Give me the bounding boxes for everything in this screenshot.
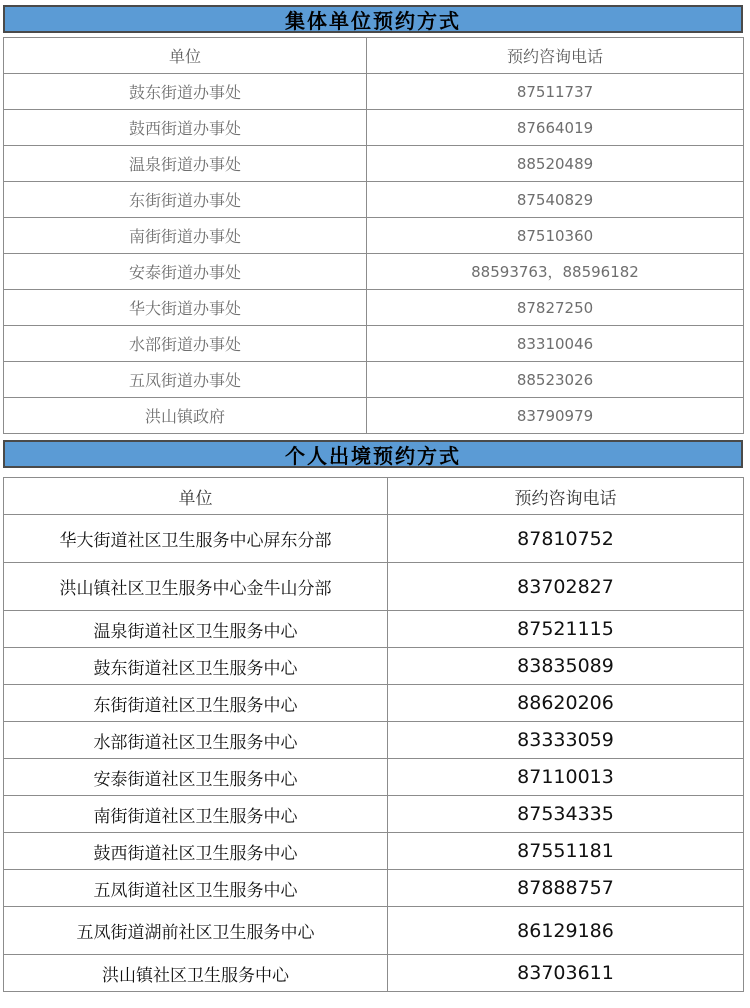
phone-number-cell: 83703611	[388, 955, 744, 992]
table-row	[4, 685, 744, 722]
phone-number-cell: 87511737	[367, 74, 744, 110]
table-row	[4, 182, 744, 218]
column-header-phone: 预约咨询电话	[388, 478, 744, 515]
table-row	[4, 362, 744, 398]
phone-number-cell: 83310046	[367, 326, 744, 362]
unit-name-cell: 华大街道社区卫生服务中心屏东分部	[4, 515, 388, 563]
personal-appointment-table	[3, 477, 744, 992]
unit-name-cell: 东街街道办事处	[4, 182, 367, 218]
phone-number-cell: 86129186	[388, 907, 744, 955]
phone-number-cell: 83702827	[388, 563, 744, 611]
phone-number-cell: 87510360	[367, 218, 744, 254]
table-row	[4, 648, 744, 685]
unit-name-cell: 鼓西街道社区卫生服务中心	[4, 833, 388, 870]
unit-name-cell: 水部街道办事处	[4, 326, 367, 362]
table-row	[4, 74, 744, 110]
table-row	[4, 146, 744, 182]
unit-name-cell: 安泰街道办事处	[4, 254, 367, 290]
unit-name-cell: 东街街道社区卫生服务中心	[4, 685, 388, 722]
phone-number-cell: 87810752	[388, 515, 744, 563]
column-header-unit: 单位	[4, 478, 388, 515]
phone-number-cell: 83790979	[367, 398, 744, 434]
table-row	[4, 759, 744, 796]
phone-number-cell: 87110013	[388, 759, 744, 796]
unit-name-cell: 温泉街道办事处	[4, 146, 367, 182]
table-header-row	[4, 478, 744, 515]
unit-name-cell: 五凤街道社区卫生服务中心	[4, 870, 388, 907]
phone-number-cell: 87534335	[388, 796, 744, 833]
unit-name-cell: 南街街道社区卫生服务中心	[4, 796, 388, 833]
column-header-unit: 单位	[4, 38, 367, 74]
phone-number-cell: 87664019	[367, 110, 744, 146]
table-row	[4, 563, 744, 611]
phone-number-cell: 87551181	[388, 833, 744, 870]
phone-number-cell: 88523026	[367, 362, 744, 398]
unit-name-cell: 五凤街道湖前社区卫生服务中心	[4, 907, 388, 955]
phone-number-cell: 83835089	[388, 648, 744, 685]
phone-number-cell: 87827250	[367, 290, 744, 326]
unit-name-cell: 鼓西街道办事处	[4, 110, 367, 146]
unit-name-cell: 五凤街道办事处	[4, 362, 367, 398]
table-row	[4, 722, 744, 759]
unit-name-cell: 洪山镇社区卫生服务中心	[4, 955, 388, 992]
unit-name-cell: 水部街道社区卫生服务中心	[4, 722, 388, 759]
table-row	[4, 955, 744, 992]
table-row	[4, 290, 744, 326]
unit-name-cell: 鼓东街道社区卫生服务中心	[4, 648, 388, 685]
table-row	[4, 611, 744, 648]
table-row	[4, 907, 744, 955]
table-row	[4, 218, 744, 254]
unit-name-cell: 安泰街道社区卫生服务中心	[4, 759, 388, 796]
table-row	[4, 870, 744, 907]
group-appointment-table	[3, 37, 744, 434]
unit-name-cell: 洪山镇政府	[4, 398, 367, 434]
unit-name-cell: 南街街道办事处	[4, 218, 367, 254]
table-row	[4, 515, 744, 563]
table-row	[4, 398, 744, 434]
unit-name-cell: 洪山镇社区卫生服务中心金牛山分部	[4, 563, 388, 611]
table-header-row	[4, 38, 744, 74]
phone-number-cell: 87540829	[367, 182, 744, 218]
unit-name-cell: 鼓东街道办事处	[4, 74, 367, 110]
table-row	[4, 254, 744, 290]
phone-number-cell: 88620206	[388, 685, 744, 722]
phone-number-cell: 88520489	[367, 146, 744, 182]
unit-name-cell: 温泉街道社区卫生服务中心	[4, 611, 388, 648]
group-section-title: 集体单位预约方式	[3, 5, 743, 33]
unit-name-cell: 华大街道办事处	[4, 290, 367, 326]
phone-number-cell: 83333059	[388, 722, 744, 759]
column-header-phone: 预约咨询电话	[367, 38, 744, 74]
phone-number-cell: 87888757	[388, 870, 744, 907]
table-row	[4, 833, 744, 870]
phone-number-cell: 88593763，88596182	[367, 254, 744, 290]
personal-section-title: 个人出境预约方式	[3, 440, 743, 468]
table-row	[4, 326, 744, 362]
phone-number-cell: 87521115	[388, 611, 744, 648]
table-row	[4, 110, 744, 146]
table-row	[4, 796, 744, 833]
